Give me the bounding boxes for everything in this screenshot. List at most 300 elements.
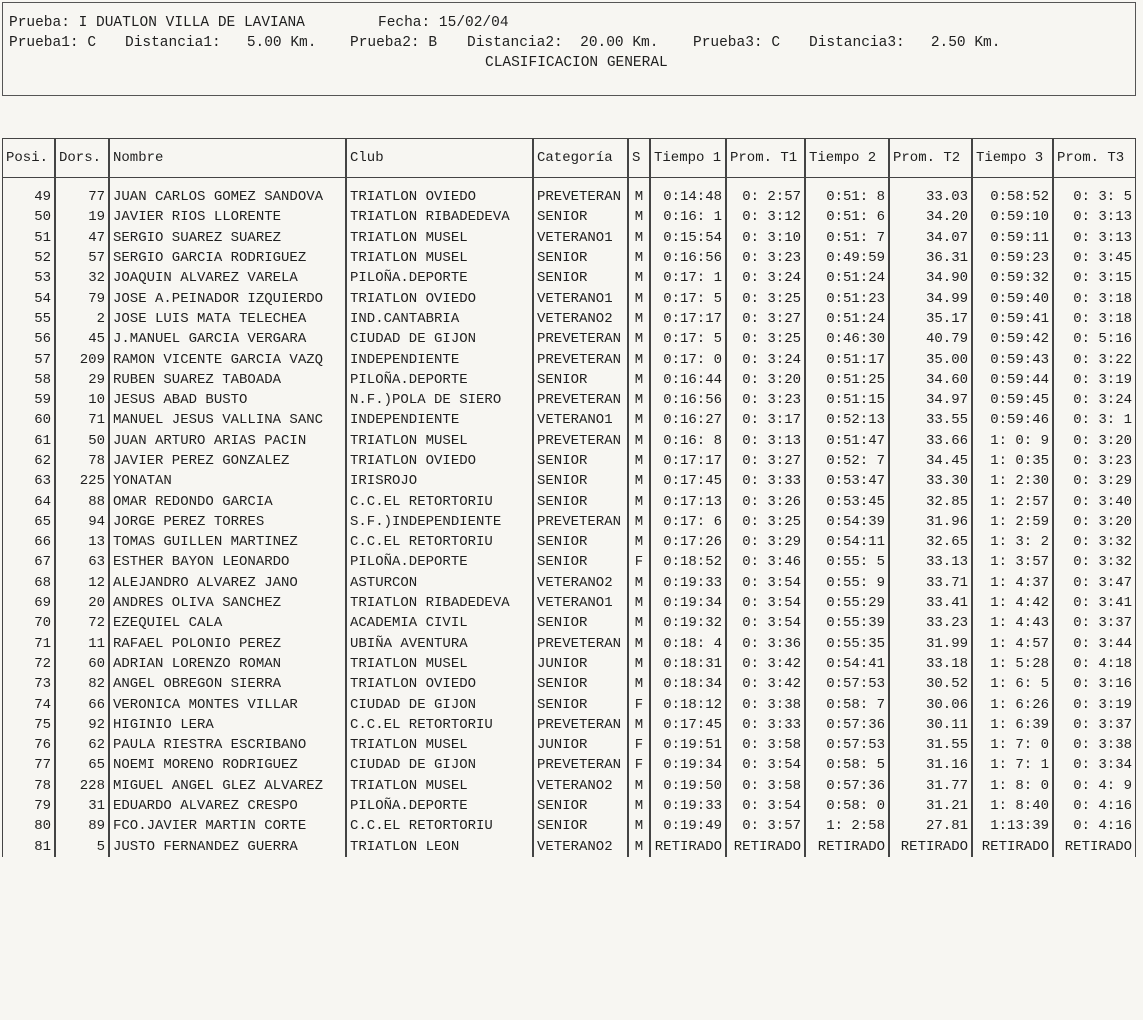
cell-prom-t3: 0: 3:19 xyxy=(1053,694,1136,714)
cell-club: TRIATLON RIBADEDEVA xyxy=(346,207,533,227)
cell-tiempo1: 0:17:13 xyxy=(650,491,726,511)
cell-club: PILOÑA.DEPORTE xyxy=(346,552,533,572)
cell-posi: 67 xyxy=(2,552,55,572)
cell-nombre: JAVIER RIOS LLORENTE xyxy=(109,207,346,227)
cell-categoria: PREVETERAN xyxy=(533,390,628,410)
cell-posi: 62 xyxy=(2,451,55,471)
cell-sexo: M xyxy=(628,390,650,410)
cell-dors: 79 xyxy=(55,288,109,308)
cell-prom-t2: 35.17 xyxy=(889,309,972,329)
cell-tiempo3: 0:58:52 xyxy=(972,187,1053,207)
cell-prom-t1: 0: 3:58 xyxy=(726,735,805,755)
cell-dors: 12 xyxy=(55,573,109,593)
cell-tiempo2: 0:51:23 xyxy=(805,288,889,308)
cell-tiempo3: 0:59:41 xyxy=(972,309,1053,329)
cell-tiempo2: 0:51: 8 xyxy=(805,187,889,207)
table-row xyxy=(2,451,1136,471)
cell-sexo: M xyxy=(628,715,650,735)
cell-tiempo3: 1: 4:42 xyxy=(972,593,1053,613)
table-row xyxy=(2,288,1136,308)
cell-tiempo2: 0:54:41 xyxy=(805,654,889,674)
cell-prom-t1: 0: 3:25 xyxy=(726,512,805,532)
cell-tiempo3: 1: 3: 2 xyxy=(972,532,1053,552)
cell-dors: 62 xyxy=(55,735,109,755)
cell-club: TRIATLON MUSEL xyxy=(346,431,533,451)
cell-prom-t3: 0: 4:18 xyxy=(1053,654,1136,674)
cell-club: CIUDAD DE GIJON xyxy=(346,329,533,349)
cell-tiempo2: 0:54:11 xyxy=(805,532,889,552)
cell-sexo: M xyxy=(628,309,650,329)
cell-prom-t1: 0: 3:54 xyxy=(726,613,805,633)
cell-tiempo2: 0:49:59 xyxy=(805,248,889,268)
cell-tiempo3: 1: 2:57 xyxy=(972,491,1053,511)
cell-categoria: PREVETERAN xyxy=(533,329,628,349)
cell-prom-t2: 33.30 xyxy=(889,471,972,491)
cell-tiempo3: 0:59:45 xyxy=(972,390,1053,410)
cell-club: INDEPENDIENTE xyxy=(346,349,533,369)
cell-tiempo1: 0:18:52 xyxy=(650,552,726,572)
cell-tiempo1: 0:18: 4 xyxy=(650,634,726,654)
cell-tiempo1: 0:17:17 xyxy=(650,451,726,471)
cell-sexo: F xyxy=(628,755,650,775)
cell-prom-t1: 0: 3:25 xyxy=(726,329,805,349)
cell-tiempo2: 0:51:25 xyxy=(805,370,889,390)
cell-sexo: M xyxy=(628,634,650,654)
table-row xyxy=(2,512,1136,532)
col-header-posi: Posi. xyxy=(2,138,55,178)
cell-nombre: EZEQUIEL CALA xyxy=(109,613,346,633)
cell-prom-t3: 0: 3:13 xyxy=(1053,207,1136,227)
cell-club: C.C.EL RETORTORIU xyxy=(346,816,533,836)
cell-dors: 92 xyxy=(55,715,109,735)
cell-tiempo3: 1: 0: 9 xyxy=(972,431,1053,451)
cell-posi: 70 xyxy=(2,613,55,633)
cell-prom-t3: 0: 3:38 xyxy=(1053,735,1136,755)
cell-tiempo3: 1: 2:30 xyxy=(972,471,1053,491)
cell-nombre: VERONICA MONTES VILLAR xyxy=(109,694,346,714)
cell-tiempo1: 0:17: 6 xyxy=(650,512,726,532)
cell-prom-t1: 0: 3:17 xyxy=(726,410,805,430)
table-row xyxy=(2,268,1136,288)
cell-categoria: SENIOR xyxy=(533,674,628,694)
cell-nombre: NOEMI MORENO RODRIGUEZ xyxy=(109,755,346,775)
cell-dors: 72 xyxy=(55,613,109,633)
cell-dors: 94 xyxy=(55,512,109,532)
cell-prom-t3: RETIRADO xyxy=(1053,837,1136,857)
cell-club: PILOÑA.DEPORTE xyxy=(346,268,533,288)
cell-club: C.C.EL RETORTORIU xyxy=(346,491,533,511)
cell-prom-t3: 0: 3:23 xyxy=(1053,451,1136,471)
cell-club: C.C.EL RETORTORIU xyxy=(346,715,533,735)
cell-categoria: PREVETERAN xyxy=(533,431,628,451)
cell-tiempo3: 1: 8:40 xyxy=(972,796,1053,816)
cell-prom-t3: 0: 3:37 xyxy=(1053,613,1136,633)
cell-tiempo3: 0:59:23 xyxy=(972,248,1053,268)
cell-tiempo3: 1: 6: 5 xyxy=(972,674,1053,694)
cell-tiempo3: RETIRADO xyxy=(972,837,1053,857)
cell-prom-t2: RETIRADO xyxy=(889,837,972,857)
cell-nombre: RAFAEL POLONIO PEREZ xyxy=(109,634,346,654)
cell-club: IND.CANTABRIA xyxy=(346,309,533,329)
race-header-box xyxy=(2,2,1136,96)
cell-prom-t1: 0: 3:12 xyxy=(726,207,805,227)
cell-sexo: M xyxy=(628,228,650,248)
cell-nombre: OMAR REDONDO GARCIA xyxy=(109,491,346,511)
cell-posi: 49 xyxy=(2,187,55,207)
cell-tiempo2: 0:57:53 xyxy=(805,674,889,694)
cell-categoria: VETERANO2 xyxy=(533,309,628,329)
cell-club: TRIATLON MUSEL xyxy=(346,228,533,248)
cell-categoria: VETERANO2 xyxy=(533,776,628,796)
table-row xyxy=(2,228,1136,248)
cell-dors: 29 xyxy=(55,370,109,390)
cell-tiempo2: 0:55:39 xyxy=(805,613,889,633)
cell-tiempo3: 0:59:43 xyxy=(972,349,1053,369)
cell-categoria: VETERANO2 xyxy=(533,573,628,593)
cell-tiempo3: 0:59:44 xyxy=(972,370,1053,390)
cell-categoria: VETERANO1 xyxy=(533,228,628,248)
results-table xyxy=(2,138,1136,857)
cell-sexo: F xyxy=(628,694,650,714)
cell-club: UBIÑA AVENTURA xyxy=(346,634,533,654)
cell-prom-t3: 0: 3:45 xyxy=(1053,248,1136,268)
cell-nombre: SERGIO GARCIA RODRIGUEZ xyxy=(109,248,346,268)
cell-dors: 71 xyxy=(55,410,109,430)
cell-nombre: JAVIER PEREZ GONZALEZ xyxy=(109,451,346,471)
cell-club: ASTURCON xyxy=(346,573,533,593)
table-row xyxy=(2,837,1136,857)
cell-tiempo3: 0:59:46 xyxy=(972,410,1053,430)
cell-nombre: ESTHER BAYON LEONARDO xyxy=(109,552,346,572)
cell-prom-t2: 31.99 xyxy=(889,634,972,654)
cell-categoria: PREVETERAN xyxy=(533,634,628,654)
table-row xyxy=(2,532,1136,552)
results-table-container xyxy=(2,138,1136,1020)
cell-club: PILOÑA.DEPORTE xyxy=(346,370,533,390)
cell-categoria: SENIOR xyxy=(533,816,628,836)
cell-dors: 228 xyxy=(55,776,109,796)
cell-club: CIUDAD DE GIJON xyxy=(346,755,533,775)
cell-categoria: SENIOR xyxy=(533,451,628,471)
table-row xyxy=(2,349,1136,369)
col-header-prom-t2: Prom. T2 xyxy=(889,138,972,178)
cell-tiempo1: 0:15:54 xyxy=(650,228,726,248)
segment1-type: Prueba1: C xyxy=(9,35,97,51)
cell-categoria: SENIOR xyxy=(533,796,628,816)
cell-club: INDEPENDIENTE xyxy=(346,410,533,430)
cell-club: CIUDAD DE GIJON xyxy=(346,694,533,714)
cell-sexo: M xyxy=(628,187,650,207)
cell-dors: 60 xyxy=(55,654,109,674)
cell-posi: 50 xyxy=(2,207,55,227)
cell-categoria: SENIOR xyxy=(533,694,628,714)
cell-nombre: ANDRES OLIVA SANCHEZ xyxy=(109,593,346,613)
cell-posi: 66 xyxy=(2,532,55,552)
cell-prom-t3: 0: 3:37 xyxy=(1053,715,1136,735)
cell-tiempo2: 0:46:30 xyxy=(805,329,889,349)
cell-nombre: ALEJANDRO ALVAREZ JANO xyxy=(109,573,346,593)
cell-tiempo2: 0:52:13 xyxy=(805,410,889,430)
cell-prom-t1: 0: 3:25 xyxy=(726,288,805,308)
cell-tiempo2: 0:55: 9 xyxy=(805,573,889,593)
cell-posi: 55 xyxy=(2,309,55,329)
cell-posi: 63 xyxy=(2,471,55,491)
cell-nombre: JUSTO FERNANDEZ GUERRA xyxy=(109,837,346,857)
cell-club: PILOÑA.DEPORTE xyxy=(346,796,533,816)
cell-sexo: M xyxy=(628,410,650,430)
cell-tiempo3: 1: 4:57 xyxy=(972,634,1053,654)
cell-prom-t2: 33.71 xyxy=(889,573,972,593)
cell-prom-t2: 36.31 xyxy=(889,248,972,268)
cell-prom-t1: RETIRADO xyxy=(726,837,805,857)
cell-prom-t1: 0: 3:42 xyxy=(726,674,805,694)
cell-tiempo1: 0:18:34 xyxy=(650,674,726,694)
cell-prom-t3: 0: 3:18 xyxy=(1053,288,1136,308)
cell-club: S.F.)INDEPENDIENTE xyxy=(346,512,533,532)
cell-tiempo2: RETIRADO xyxy=(805,837,889,857)
cell-prom-t3: 0: 3:18 xyxy=(1053,309,1136,329)
cell-prom-t3: 0: 3:44 xyxy=(1053,634,1136,654)
cell-posi: 76 xyxy=(2,735,55,755)
cell-tiempo2: 0:51:17 xyxy=(805,349,889,369)
cell-nombre: JESUS ABAD BUSTO xyxy=(109,390,346,410)
cell-prom-t2: 34.20 xyxy=(889,207,972,227)
cell-prom-t2: 30.52 xyxy=(889,674,972,694)
cell-dors: 11 xyxy=(55,634,109,654)
cell-club: TRIATLON OVIEDO xyxy=(346,451,533,471)
cell-sexo: M xyxy=(628,674,650,694)
cell-posi: 54 xyxy=(2,288,55,308)
cell-posi: 56 xyxy=(2,329,55,349)
cell-posi: 78 xyxy=(2,776,55,796)
cell-categoria: JUNIOR xyxy=(533,735,628,755)
cell-tiempo3: 1: 7: 0 xyxy=(972,735,1053,755)
col-header-categoria: Categoría xyxy=(533,138,628,178)
cell-prom-t2: 31.16 xyxy=(889,755,972,775)
cell-sexo: M xyxy=(628,248,650,268)
cell-posi: 64 xyxy=(2,491,55,511)
classification-title: CLASIFICACION GENERAL xyxy=(485,55,668,71)
cell-posi: 81 xyxy=(2,837,55,857)
cell-tiempo3: 0:59:42 xyxy=(972,329,1053,349)
cell-prom-t1: 0: 3:36 xyxy=(726,634,805,654)
cell-club: ACADEMIA CIVIL xyxy=(346,613,533,633)
cell-prom-t3: 0: 3: 5 xyxy=(1053,187,1136,207)
cell-sexo: M xyxy=(628,370,650,390)
col-header-dors: Dors. xyxy=(55,138,109,178)
cell-categoria: SENIOR xyxy=(533,248,628,268)
cell-posi: 51 xyxy=(2,228,55,248)
cell-posi: 71 xyxy=(2,634,55,654)
cell-sexo: M xyxy=(628,613,650,633)
cell-dors: 5 xyxy=(55,837,109,857)
cell-dors: 78 xyxy=(55,451,109,471)
cell-prom-t1: 0: 3:42 xyxy=(726,654,805,674)
cell-sexo: M xyxy=(628,329,650,349)
cell-tiempo3: 1: 6:26 xyxy=(972,694,1053,714)
cell-prom-t2: 34.45 xyxy=(889,451,972,471)
cell-posi: 57 xyxy=(2,349,55,369)
table-row xyxy=(2,613,1136,633)
segment3-type: Prueba3: C xyxy=(693,35,781,51)
cell-tiempo1: 0:19:34 xyxy=(650,755,726,775)
cell-tiempo2: 0:58: 0 xyxy=(805,796,889,816)
cell-sexo: M xyxy=(628,349,650,369)
table-row xyxy=(2,207,1136,227)
cell-prom-t2: 34.90 xyxy=(889,268,972,288)
cell-dors: 82 xyxy=(55,674,109,694)
cell-sexo: M xyxy=(628,776,650,796)
cell-tiempo1: 0:16: 8 xyxy=(650,431,726,451)
race-name: Prueba: I DUATLON VILLA DE LAVIANA xyxy=(9,15,305,31)
cell-dors: 10 xyxy=(55,390,109,410)
cell-tiempo2: 0:55: 5 xyxy=(805,552,889,572)
cell-dors: 77 xyxy=(55,187,109,207)
cell-tiempo3: 1: 4:37 xyxy=(972,573,1053,593)
cell-tiempo3: 1: 4:43 xyxy=(972,613,1053,633)
cell-categoria: SENIOR xyxy=(533,268,628,288)
cell-dors: 66 xyxy=(55,694,109,714)
cell-prom-t2: 34.07 xyxy=(889,228,972,248)
cell-categoria: VETERANO2 xyxy=(533,837,628,857)
cell-prom-t1: 0: 3:33 xyxy=(726,471,805,491)
cell-prom-t3: 0: 3:22 xyxy=(1053,349,1136,369)
cell-prom-t2: 33.13 xyxy=(889,552,972,572)
col-header-sexo: S xyxy=(628,138,650,178)
cell-prom-t2: 35.00 xyxy=(889,349,972,369)
cell-tiempo3: 1: 2:59 xyxy=(972,512,1053,532)
table-row xyxy=(2,634,1136,654)
cell-tiempo3: 0:59:10 xyxy=(972,207,1053,227)
cell-prom-t1: 0: 3:24 xyxy=(726,349,805,369)
cell-sexo: M xyxy=(628,837,650,857)
table-row xyxy=(2,370,1136,390)
cell-nombre: FCO.JAVIER MARTIN CORTE xyxy=(109,816,346,836)
cell-categoria: SENIOR xyxy=(533,552,628,572)
cell-posi: 59 xyxy=(2,390,55,410)
cell-tiempo1: 0:18:12 xyxy=(650,694,726,714)
table-spacer-row xyxy=(2,178,1136,187)
cell-nombre: EDUARDO ALVAREZ CRESPO xyxy=(109,796,346,816)
cell-prom-t3: 0: 3:47 xyxy=(1053,573,1136,593)
cell-categoria: SENIOR xyxy=(533,491,628,511)
cell-tiempo2: 0:51:15 xyxy=(805,390,889,410)
table-row xyxy=(2,735,1136,755)
cell-tiempo1: 0:19:34 xyxy=(650,593,726,613)
table-header-row xyxy=(2,138,1136,178)
col-header-tiempo2: Tiempo 2 xyxy=(805,138,889,178)
cell-prom-t3: 0: 5:16 xyxy=(1053,329,1136,349)
cell-tiempo2: 1: 2:58 xyxy=(805,816,889,836)
cell-tiempo3: 0:59:32 xyxy=(972,268,1053,288)
cell-tiempo1: RETIRADO xyxy=(650,837,726,857)
cell-prom-t1: 0: 3:38 xyxy=(726,694,805,714)
cell-tiempo1: 0:19:33 xyxy=(650,796,726,816)
cell-posi: 61 xyxy=(2,431,55,451)
cell-tiempo3: 1:13:39 xyxy=(972,816,1053,836)
cell-tiempo1: 0:17:45 xyxy=(650,471,726,491)
cell-sexo: M xyxy=(628,512,650,532)
cell-tiempo2: 0:55:29 xyxy=(805,593,889,613)
table-row xyxy=(2,471,1136,491)
cell-dors: 31 xyxy=(55,796,109,816)
cell-tiempo1: 0:19:32 xyxy=(650,613,726,633)
cell-prom-t1: 0: 3:24 xyxy=(726,268,805,288)
cell-prom-t2: 32.85 xyxy=(889,491,972,511)
cell-nombre: SERGIO SUAREZ SUAREZ xyxy=(109,228,346,248)
cell-prom-t3: 0: 4:16 xyxy=(1053,816,1136,836)
cell-prom-t1: 0: 3:54 xyxy=(726,796,805,816)
cell-dors: 88 xyxy=(55,491,109,511)
cell-nombre: TOMAS GUILLEN MARTINEZ xyxy=(109,532,346,552)
cell-prom-t1: 0: 3:33 xyxy=(726,715,805,735)
cell-nombre: ANGEL OBREGON SIERRA xyxy=(109,674,346,694)
cell-tiempo1: 0:18:31 xyxy=(650,654,726,674)
cell-tiempo3: 1: 7: 1 xyxy=(972,755,1053,775)
cell-prom-t3: 0: 3:16 xyxy=(1053,674,1136,694)
cell-dors: 89 xyxy=(55,816,109,836)
cell-nombre: HIGINIO LERA xyxy=(109,715,346,735)
cell-club: TRIATLON RIBADEDEVA xyxy=(346,593,533,613)
cell-dors: 13 xyxy=(55,532,109,552)
cell-tiempo3: 0:59:40 xyxy=(972,288,1053,308)
cell-dors: 57 xyxy=(55,248,109,268)
table-row xyxy=(2,573,1136,593)
cell-sexo: M xyxy=(628,593,650,613)
col-header-club: Club xyxy=(346,138,533,178)
cell-tiempo1: 0:16:27 xyxy=(650,410,726,430)
cell-prom-t3: 0: 3: 1 xyxy=(1053,410,1136,430)
cell-tiempo1: 0:19:49 xyxy=(650,816,726,836)
cell-categoria: SENIOR xyxy=(533,207,628,227)
cell-nombre: JORGE PEREZ TORRES xyxy=(109,512,346,532)
table-row xyxy=(2,431,1136,451)
cell-club: IRISROJO xyxy=(346,471,533,491)
cell-sexo: M xyxy=(628,431,650,451)
cell-posi: 65 xyxy=(2,512,55,532)
cell-tiempo2: 0:51:24 xyxy=(805,309,889,329)
table-row xyxy=(2,329,1136,349)
table-row xyxy=(2,410,1136,430)
cell-sexo: M xyxy=(628,288,650,308)
cell-dors: 63 xyxy=(55,552,109,572)
cell-club: TRIATLON MUSEL xyxy=(346,654,533,674)
cell-categoria: SENIOR xyxy=(533,370,628,390)
cell-nombre: J.MANUEL GARCIA VERGARA xyxy=(109,329,346,349)
cell-nombre: ADRIAN LORENZO ROMAN xyxy=(109,654,346,674)
cell-sexo: M xyxy=(628,532,650,552)
cell-tiempo2: 0:55:35 xyxy=(805,634,889,654)
cell-tiempo1: 0:14:48 xyxy=(650,187,726,207)
table-row xyxy=(2,715,1136,735)
cell-sexo: M xyxy=(628,816,650,836)
cell-tiempo1: 0:16:56 xyxy=(650,390,726,410)
cell-posi: 77 xyxy=(2,755,55,775)
cell-tiempo1: 0:19:50 xyxy=(650,776,726,796)
cell-prom-t2: 40.79 xyxy=(889,329,972,349)
cell-tiempo2: 0:57:36 xyxy=(805,715,889,735)
cell-tiempo2: 0:51: 7 xyxy=(805,228,889,248)
cell-tiempo2: 0:53:45 xyxy=(805,491,889,511)
cell-posi: 79 xyxy=(2,796,55,816)
cell-tiempo1: 0:17: 5 xyxy=(650,288,726,308)
cell-nombre: MIGUEL ANGEL GLEZ ALVAREZ xyxy=(109,776,346,796)
cell-tiempo3: 1: 6:39 xyxy=(972,715,1053,735)
cell-prom-t2: 33.03 xyxy=(889,187,972,207)
cell-tiempo1: 0:16:44 xyxy=(650,370,726,390)
cell-sexo: M xyxy=(628,471,650,491)
cell-posi: 69 xyxy=(2,593,55,613)
